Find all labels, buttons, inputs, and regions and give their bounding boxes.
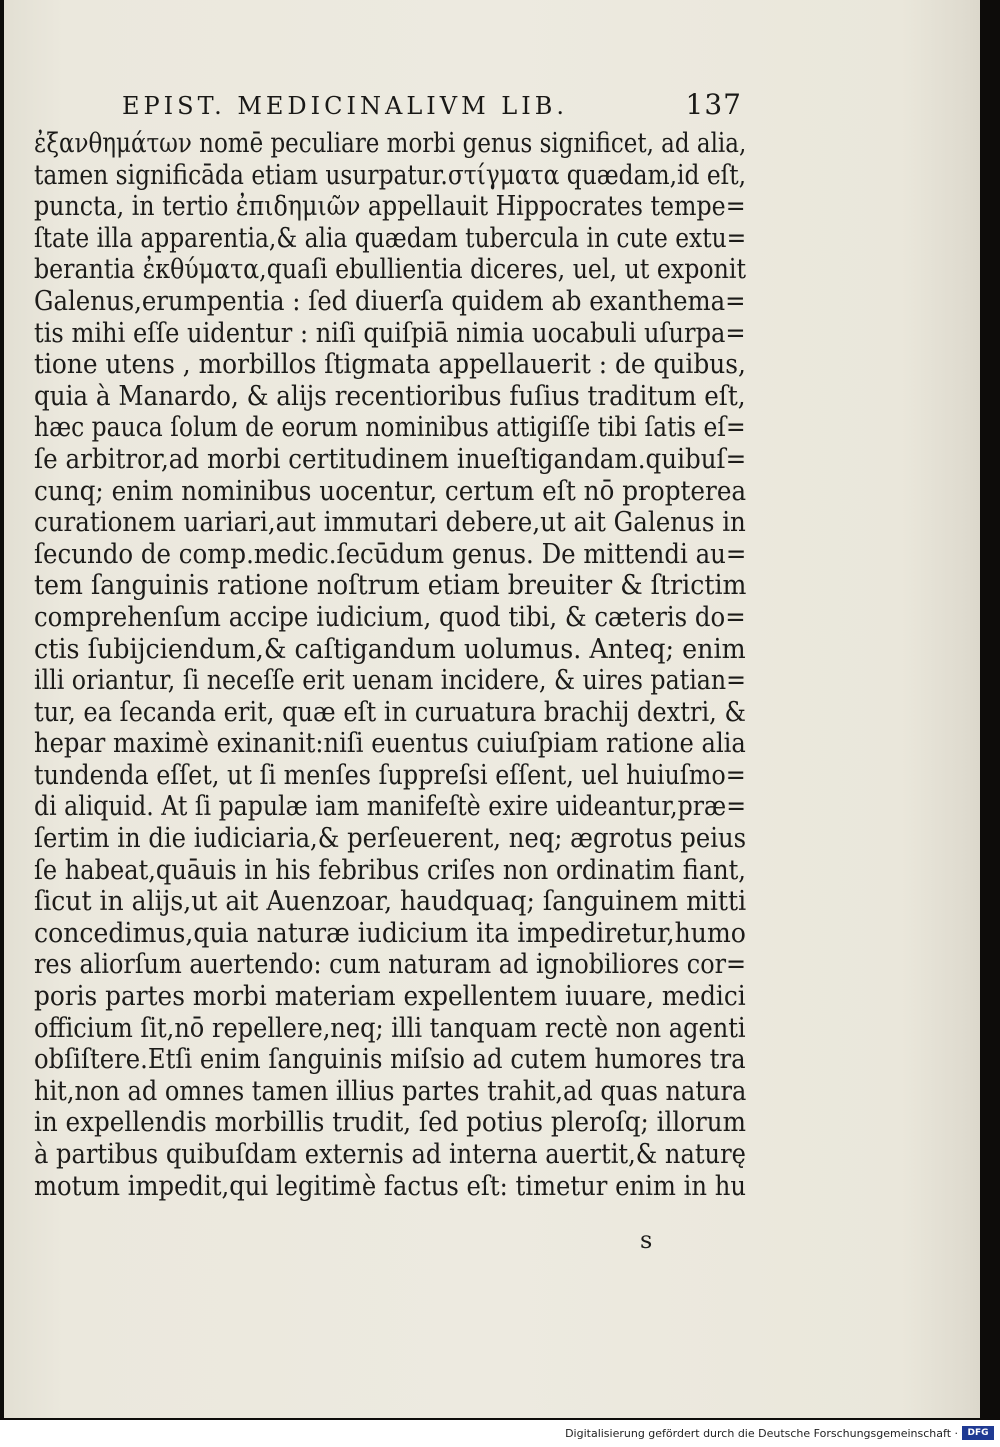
book-page [4, 0, 980, 1418]
text-line: berantia ἐκθύματα,quaſi ebullientia diceres, uel, ut exponit [34, 254, 746, 286]
text-line: puncta, in tertio ἐπιδημιῶν appellauit Hippocrates tempe= [34, 191, 746, 223]
text-line: motum impedit,qui legitimè factus eſt: timetur enim in hu [34, 1170, 746, 1202]
dfg-logo: DFG [962, 1426, 994, 1440]
text-line: ἐξανθημάτων nomē peculiare morbi genus significet, ad alia, [34, 128, 747, 159]
text-line: comprehenſum accipe iudicium, quod tibi, & cæteris do= [34, 601, 746, 633]
text-line: tem ſanguinis ratione noſtrum etiam breuiter & ſtrictim [34, 570, 747, 602]
text-line: hepar maximè exinanit:niſi euentus cuiuſpiam ratione alia [34, 728, 746, 760]
text-line: Galenus,erumpentia : ſed diuerſa quidem ab exanthema= [34, 285, 746, 317]
text-line: tundenda eſſet, ut ſi menſes ſuppreſsi eſſent, uel huiuſmo= [34, 759, 746, 791]
page-number: 137 [685, 88, 742, 121]
text-line: res aliorſum auertendo: cum naturam ad ignobiliores cor= [34, 949, 747, 981]
funding-credit: Digitalisierung gefördert durch die Deutsche Forschungsgemeinschaft · [565, 1427, 958, 1440]
text-line: hæc pauca ſolum de eorum nominibus attigiſſe tibi ſatis eſ= [34, 412, 746, 444]
text-line: di aliquid. At ſi papulæ iam manifeſtè exire uideantur,præ= [34, 791, 746, 823]
text-line: ſicut in alijs,ut ait Auenzoar, haudquaq; ſanguinem mitti [34, 886, 747, 918]
text-line: officium ſit,nō repellere,neq; illi tanquam rectè non agenti [34, 1012, 746, 1044]
text-line: poris partes morbi materiam expellentem iuuare, medici [34, 981, 746, 1013]
text-line: cunq; enim nominibus uocentur, certum eſt nō propterea [34, 475, 747, 507]
text-line: ſtate illa apparentia,& alia quædam tubercula in cute extu= [34, 222, 747, 254]
signature-mark: s [640, 1226, 653, 1254]
text-line: à partibus quibuſdam externis ad interna auertit,& naturę [34, 1139, 746, 1170]
text-line: ctis ſubijciendum,& caſtigandum uolumus. Anteq; enim [34, 633, 746, 665]
text-line: ſe habeat,quāuis in his febribus criſes non ordinatim fiant, [34, 854, 746, 886]
text-line: tamen significāda etiam usurpatur.στίγματα quædam,id eſt, [34, 159, 747, 191]
text-line: in expellendis morbillis trudit, ſed potius pleroſq; illorum [34, 1107, 746, 1139]
text-line: ſe arbitror,ad morbi certitudinem inueſtigandam.quibuſ= [34, 443, 747, 475]
footer-bar [0, 1420, 1000, 1447]
text-line: hit,non ad omnes tamen illius partes trahit,ad quas natura [34, 1075, 747, 1107]
text-line: obſiſtere.Etſi enim ſanguinis miſsio ad cutem humores tra [34, 1044, 746, 1076]
text-line: ſertim in die iudiciaria,& perſeuerent, neq; ægrotus peius [34, 823, 747, 855]
running-header [122, 88, 742, 121]
text-line: quia à Manardo, & alijs recentioribus fuſius traditum eſt, [34, 380, 746, 412]
text-line: tione utens , morbillos ſtigmata appellauerit : de quibus, [34, 349, 746, 381]
text-line: tur, ea ſecanda erit, quæ eſt in curuatura brachij dextri, & [34, 696, 746, 728]
text-line: tis mihi eſſe uidentur : niſi quiſpiā nimia uocabuli uſurpa= [34, 317, 746, 349]
body-text [34, 128, 746, 1202]
text-line: curationem uariari,aut immutari debere,ut ait Galenus in [34, 507, 746, 539]
running-title: EPIST. MEDICINALIVM LIB. [122, 92, 568, 120]
text-line: concedimus,quia naturæ iudicium ita impediretur,humo [34, 917, 746, 949]
text-line: ſecundo de comp.medic.ſecūdum genus. De mittendi au= [34, 538, 747, 570]
text-line: illi oriantur, ſi neceſſe erit uenam incidere, & uires patian= [34, 665, 746, 697]
